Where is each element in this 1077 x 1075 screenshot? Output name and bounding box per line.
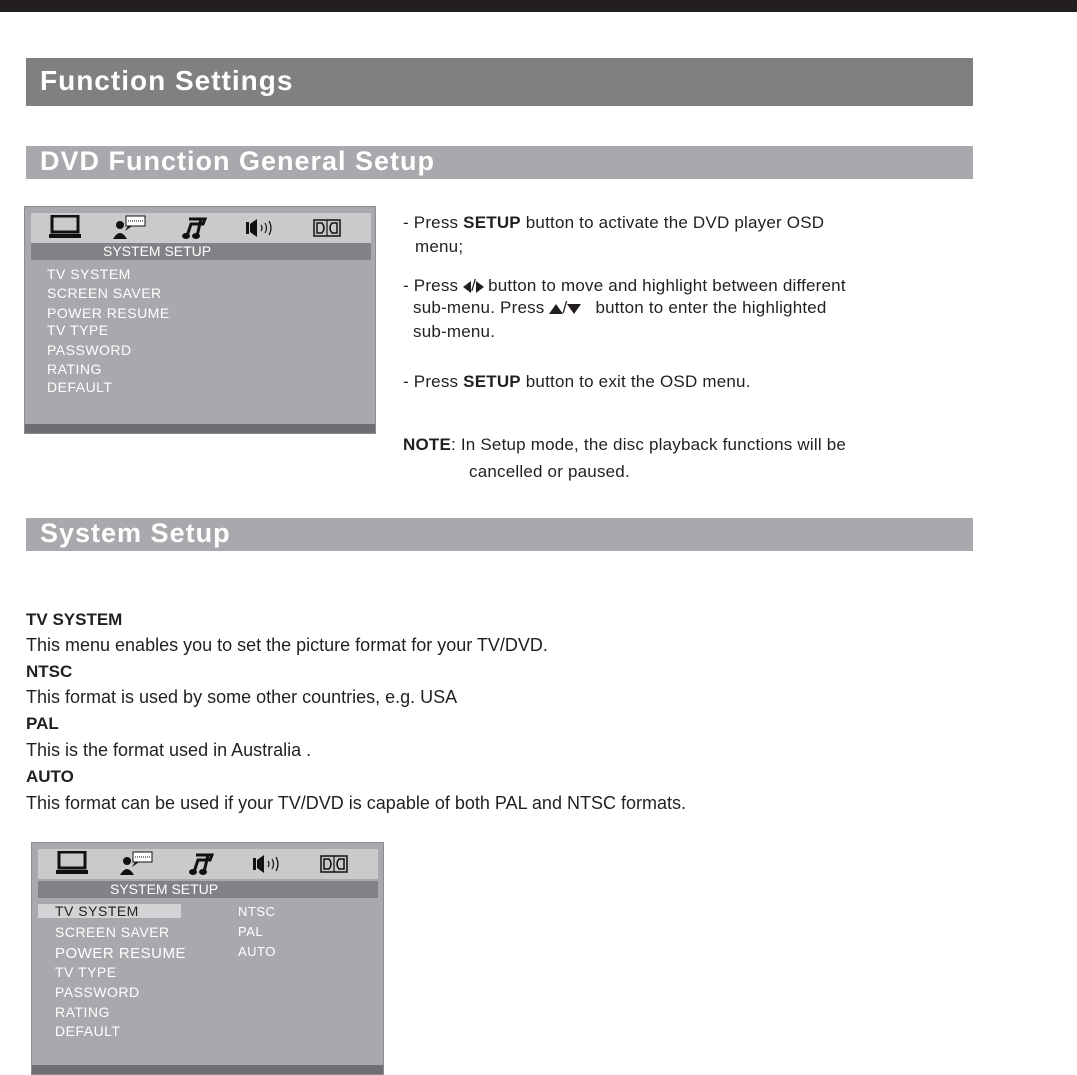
left-arrow-icon	[463, 281, 471, 293]
section-title-system-setup: System Setup	[26, 518, 973, 551]
text-ntsc: This format is used by some other countries, e.g. USA	[26, 687, 458, 707]
instruction-navigate: - Press / button to move and highlight between different	[403, 276, 846, 295]
osd-item-default[interactable]: DEFAULT	[55, 1023, 121, 1039]
note-line2: cancelled or paused.	[469, 462, 630, 481]
osd-item-password[interactable]: PASSWORD	[47, 342, 132, 358]
heading-auto: AUTO	[26, 767, 74, 786]
person-speech-icon[interactable]	[118, 851, 154, 877]
osd-icon-bar	[38, 849, 378, 879]
osd-item-tv-system[interactable]: TV SYSTEM	[55, 903, 139, 919]
heading-tv-system: TV SYSTEM	[26, 610, 123, 629]
music-note-icon[interactable]	[181, 216, 207, 240]
osd-option-pal[interactable]: PAL	[238, 924, 264, 939]
osd-item-rating[interactable]: RATING	[55, 1004, 110, 1020]
osd-menu-general	[24, 206, 376, 434]
instruction-navigate-line2: sub-menu. Press / button to enter the highlighted	[413, 298, 827, 317]
page-title: Function Settings	[26, 58, 973, 106]
heading-ntsc: NTSC	[26, 662, 73, 681]
right-arrow-icon	[476, 281, 484, 293]
down-arrow-icon	[567, 304, 581, 314]
osd-title: SYSTEM SETUP	[110, 881, 219, 897]
osd-item-screen-saver[interactable]: SCREEN SAVER	[55, 924, 170, 940]
osd-item-power-resume[interactable]: POWER RESUME	[55, 945, 187, 962]
osd-bottom-bar	[32, 1065, 383, 1074]
text-auto: This format can be used if your TV/DVD is capable of both PAL and NTSC formats.	[26, 793, 686, 813]
osd-option-auto[interactable]: AUTO	[238, 944, 276, 959]
osd-bottom-bar	[25, 424, 375, 433]
speaker-icon[interactable]	[245, 218, 279, 238]
music-note-icon[interactable]	[188, 852, 214, 876]
text-tv-system: This menu enables you to set the picture format for your TV/DVD.	[26, 635, 548, 655]
dolby-icon[interactable]	[320, 854, 348, 874]
osd-item-tv-type[interactable]: TV TYPE	[47, 322, 109, 338]
instruction-navigate-line3: sub-menu.	[413, 322, 496, 341]
note: NOTE: In Setup mode, the disc playback functions will be	[403, 435, 847, 454]
tv-icon[interactable]	[56, 851, 88, 875]
osd-menu-tv-system	[31, 842, 384, 1075]
instruction-activate: - Press SETUP button to activate the DVD player OSD	[403, 213, 825, 232]
instruction-exit: - Press SETUP button to exit the OSD menu.	[403, 372, 751, 391]
osd-title-bar	[31, 243, 371, 260]
osd-item-rating[interactable]: RATING	[47, 361, 102, 377]
osd-item-power-resume[interactable]: POWER RESUME	[47, 305, 170, 321]
top-border	[0, 0, 1077, 12]
osd-item-password[interactable]: PASSWORD	[55, 984, 140, 1000]
osd-item-screen-saver[interactable]: SCREEN SAVER	[47, 285, 162, 301]
instruction-activate-line2: menu;	[415, 237, 464, 256]
section-title-general-setup: DVD Function General Setup	[26, 146, 973, 179]
tv-icon[interactable]	[49, 215, 81, 239]
speaker-icon[interactable]	[252, 854, 286, 874]
osd-option-ntsc[interactable]: NTSC	[238, 904, 276, 919]
up-arrow-icon	[549, 304, 563, 314]
osd-item-default[interactable]: DEFAULT	[47, 379, 113, 395]
heading-pal: PAL	[26, 714, 59, 733]
osd-item-tv-system[interactable]: TV SYSTEM	[47, 266, 131, 282]
osd-icon-bar	[31, 213, 371, 243]
osd-title: SYSTEM SETUP	[103, 243, 212, 259]
osd-title-bar	[38, 881, 378, 898]
text-pal: This is the format used in Australia .	[26, 740, 312, 760]
person-speech-icon[interactable]	[111, 215, 147, 241]
osd-item-tv-type[interactable]: TV TYPE	[55, 964, 117, 980]
dolby-icon[interactable]	[313, 218, 341, 238]
